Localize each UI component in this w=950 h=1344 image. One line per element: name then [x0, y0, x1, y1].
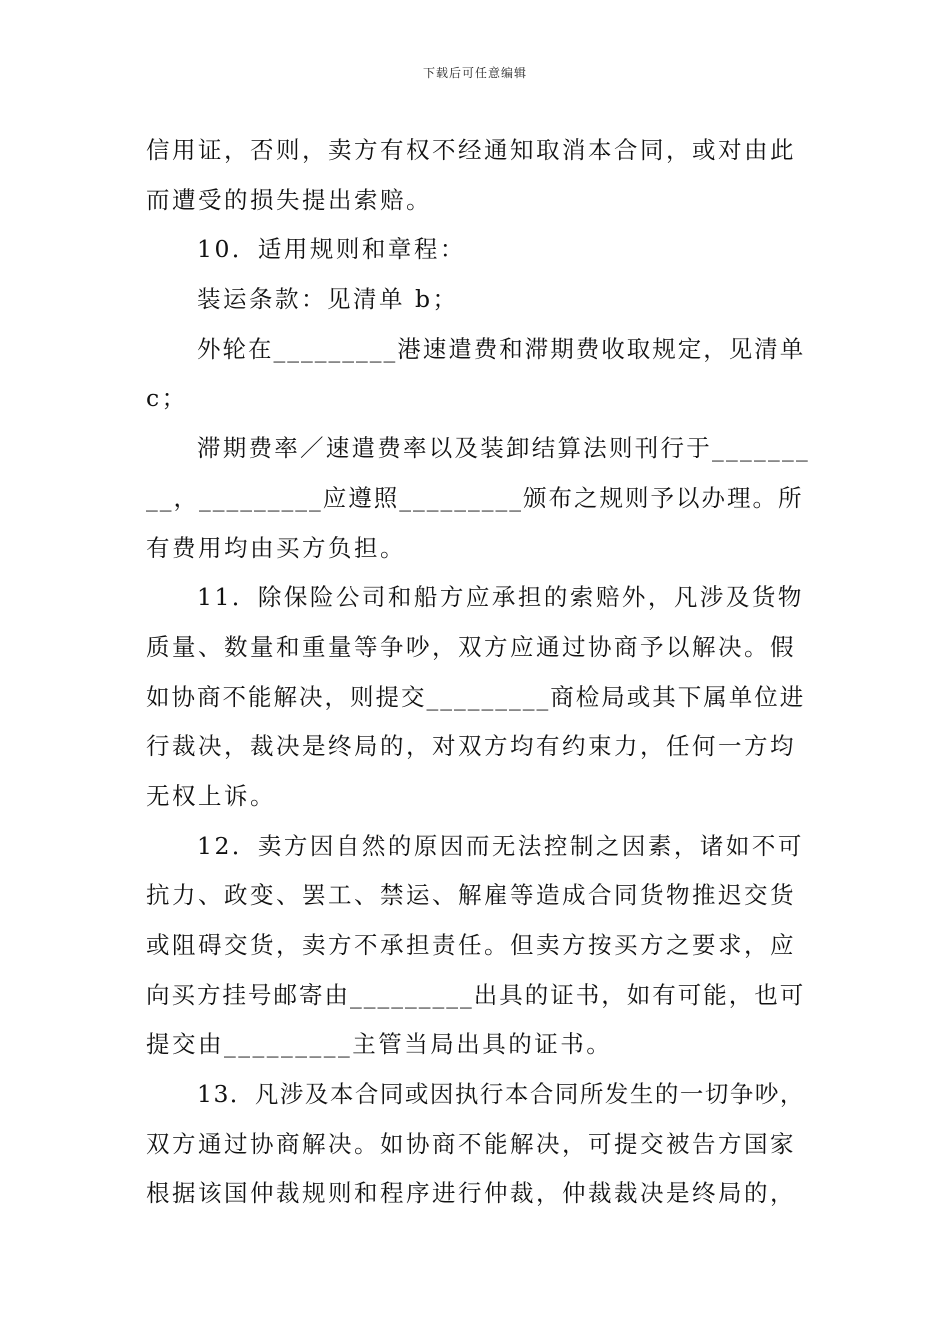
text-line: __，_________应遵照_________颁布之规则予以办理。所 [146, 483, 804, 512]
text-line: 11．除保险公司和船方应承担的索赔外，凡涉及货物 [197, 583, 804, 612]
text-line: 滞期费率／速遣费率以及装卸结算法则刊行于_______ [197, 434, 810, 463]
document-body [146, 126, 810, 1219]
text-line: 根据该国仲裁规则和程序进行仲裁，仲裁裁决是终局的， [146, 1179, 796, 1208]
text-line: 双方通过协商解决。如协商不能解决，可提交被告方国家 [146, 1129, 796, 1158]
page-header: 下载后可任意编辑 [422, 66, 527, 80]
text-line: 信用证，否则，卖方有权不经通知取消本合同，或对由此 [146, 136, 796, 164]
text-line: 向买方挂号邮寄由_________出具的证书，如有可能，也可 [146, 980, 806, 1009]
text-line: 提交由_________主管当局出具的证书。 [146, 1030, 613, 1059]
text-line: 有费用均由买方负担。 [146, 533, 406, 562]
text-line: 10．适用规则和章程： [197, 235, 466, 264]
text-line: 而遭受的损失提出索赔。 [146, 185, 432, 214]
text-line: 质量、数量和重量等争吵，双方应通过协商予以解决。假 [146, 632, 796, 661]
text-line: 无权上诉。 [146, 781, 276, 810]
text-line: 装运条款：见清单 b； [197, 285, 459, 314]
text-line: 行裁决，裁决是终局的，对双方均有约束力，任何一方均 [146, 732, 796, 761]
text-line: 如协商不能解决，则提交_________商检局或其下属单位进 [146, 682, 806, 711]
text-line: c； [146, 384, 188, 413]
text-line: 12．卖方因自然的原因而无法控制之因素，诸如不可 [197, 831, 804, 860]
text-line: 抗力、政变、罢工、禁运、解雇等造成合同货物推迟交货 [146, 881, 796, 910]
text-line: 或阻碍交货，卖方不承担责任。但卖方按买方之要求，应 [146, 931, 796, 959]
text-line: 13．凡涉及本合同或因执行本合同所发生的一切争吵， [197, 1080, 805, 1109]
text-line: 外轮在_________港速遣费和滞期费收取规定，见清单 [197, 334, 806, 363]
